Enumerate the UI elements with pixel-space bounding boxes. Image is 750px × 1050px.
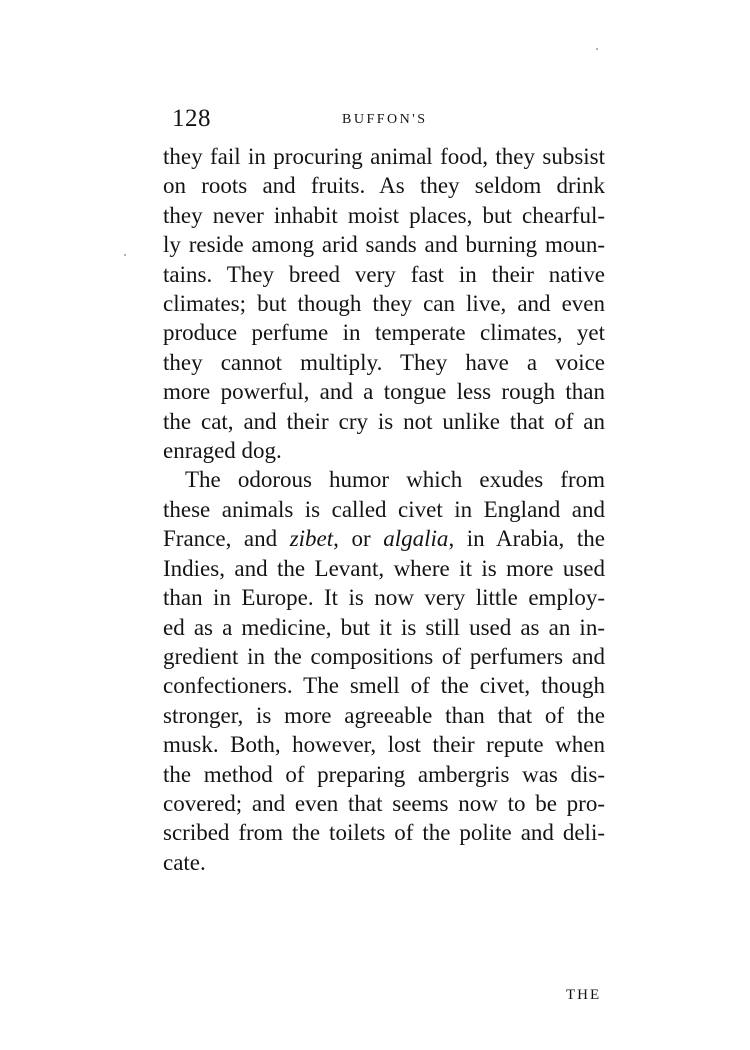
paper-speck [124,254,126,256]
text-line: Indies, and the Levant, where it is more used [163,555,605,581]
body-text [163,142,605,877]
text-line: the method of preparing ambergris was dis- [163,761,605,787]
italic-term-zibet: zibet [289,526,334,552]
text-line: ed as a medicine, but it is still used as an in- [163,614,605,640]
paragraph-2 [163,465,605,877]
catchword: THE [566,987,602,1003]
running-head: BUFFON'S [342,112,428,127]
text-line: on roots and fruits. As they seldom drink [163,173,605,199]
text-line: the cat, and their cry is not unlike that of an [163,408,605,434]
text-line: musk. Both, however, lost their repute when [163,732,605,758]
text-line: confectioners. The smell of the civet, though [163,673,605,699]
text-line: gredient in the compositions of perfumers and [163,643,605,669]
text-line: they cannot multiply. They have a voice [163,349,605,375]
text-run: , in Arabia, the [448,526,605,552]
text-run: France, and [163,526,290,552]
page-header [172,104,612,134]
text-line: The odorous humor which exudes from [185,467,605,493]
text-line: cate. [163,849,206,875]
paper-speck [596,48,598,50]
text-line: these animals is called civet in England and [163,496,605,522]
text-line-with-italics [163,524,605,553]
text-line: ly reside among arid sands and burning moun- [163,232,605,258]
italic-term-algalia: algalia [383,526,449,552]
text-line: covered; and even that seems now to be pro- [163,790,605,816]
text-line: climates; but though they can live, and even [163,291,605,317]
text-line: they never inhabit moist places, but chearful- [163,202,605,228]
text-line: produce perfume in temperate climates, yet [163,320,605,346]
paragraph-1 [163,142,605,465]
text-run: , or [333,526,384,552]
text-line: they fail in procuring animal food, they subsist [163,144,605,169]
text-line: tains. They breed very fast in their native [163,261,605,287]
text-line: than in Europe. It is now very little employ- [163,585,605,611]
text-line: scribed from the toilets of the polite and deli- [163,820,605,846]
text-line: enraged dog. [163,438,282,464]
text-line: stronger, is more agreeable than that of the [163,702,605,728]
page-number: 128 [172,105,211,132]
text-line: more powerful, and a tongue less rough than [163,379,605,405]
